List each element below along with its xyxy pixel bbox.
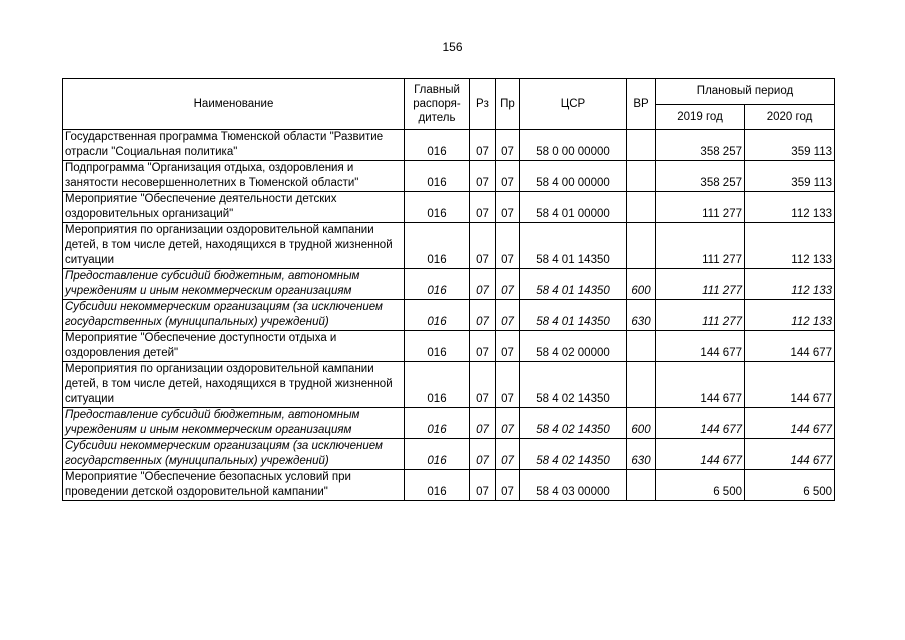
cell-name: Предоставление субсидий бюджетным, автономным учреждениям и иным некоммерческим организациям [63,269,405,300]
cell-glav: 016 [405,223,470,269]
cell-y2020: 144 677 [745,331,835,362]
header-plan: Плановый период [656,79,835,105]
cell-vr [627,192,656,223]
header-2019: 2019 год [656,104,745,130]
cell-csr: 58 4 01 14350 [520,223,627,269]
table-row [63,331,835,362]
cell-csr: 58 4 00 00000 [520,161,627,192]
cell-vr [627,331,656,362]
cell-rz: 07 [470,470,496,501]
cell-glav: 016 [405,331,470,362]
cell-y2020: 359 113 [745,130,835,161]
table-row [63,223,835,269]
cell-vr: 600 [627,269,656,300]
table-body [63,130,835,501]
header-glav [405,79,470,130]
cell-y2020: 112 133 [745,269,835,300]
cell-rz: 07 [470,192,496,223]
cell-rz: 07 [470,300,496,331]
cell-rz: 07 [470,362,496,408]
table-row [63,362,835,408]
cell-y2019: 144 677 [656,362,745,408]
cell-vr [627,130,656,161]
cell-y2019: 144 677 [656,439,745,470]
header-pr: Пр [496,79,520,130]
cell-y2020: 112 133 [745,223,835,269]
table-row [63,470,835,501]
cell-pr: 07 [496,161,520,192]
cell-csr: 58 4 02 14350 [520,439,627,470]
cell-glav: 016 [405,269,470,300]
header-name: Наименование [63,79,405,130]
cell-y2019: 111 277 [656,192,745,223]
cell-name: Государственная программа Тюменской области "Развитие отрасли "Социальная политика" [63,130,405,161]
cell-csr: 58 4 02 00000 [520,331,627,362]
cell-name: Мероприятия по организации оздоровительной кампании детей, в том числе детей, находящихся в трудной жизненной ситуации [63,223,405,269]
page-number: 156 [442,40,463,54]
table-row [63,439,835,470]
cell-pr: 07 [496,269,520,300]
cell-y2020: 359 113 [745,161,835,192]
cell-rz: 07 [470,269,496,300]
cell-pr: 07 [496,331,520,362]
cell-pr: 07 [496,300,520,331]
cell-name: Мероприятие "Обеспечение безопасных условий при проведении детской оздоровительной кампании" [63,470,405,501]
cell-csr: 58 4 02 14350 [520,408,627,439]
cell-name: Субсидии некоммерческим организациям (за исключением государственных (муниципальных) учреждений) [63,300,405,331]
cell-csr: 58 4 02 14350 [520,362,627,408]
cell-pr: 07 [496,223,520,269]
cell-y2019: 358 257 [656,130,745,161]
cell-y2019: 144 677 [656,408,745,439]
cell-glav: 016 [405,192,470,223]
cell-vr [627,161,656,192]
cell-y2019: 111 277 [656,300,745,331]
cell-vr [627,223,656,269]
cell-pr: 07 [496,192,520,223]
cell-csr: 58 4 01 14350 [520,300,627,331]
cell-name: Субсидии некоммерческим организациям (за исключением государственных (муниципальных) учреждений) [63,439,405,470]
cell-y2020: 144 677 [745,408,835,439]
cell-vr [627,470,656,501]
cell-glav: 016 [405,300,470,331]
cell-y2019: 144 677 [656,331,745,362]
header-glav-line3: дитель [418,112,456,124]
header-glav-line1: Главный [414,84,460,96]
cell-vr [627,362,656,408]
cell-y2020: 112 133 [745,300,835,331]
cell-pr: 07 [496,470,520,501]
cell-y2020: 144 677 [745,362,835,408]
budget-table [62,78,835,501]
cell-glav: 016 [405,470,470,501]
cell-rz: 07 [470,223,496,269]
cell-csr: 58 0 00 00000 [520,130,627,161]
cell-csr: 58 4 01 14350 [520,269,627,300]
table-row [63,300,835,331]
cell-glav: 016 [405,161,470,192]
cell-y2020: 6 500 [745,470,835,501]
cell-y2020: 112 133 [745,192,835,223]
cell-y2019: 111 277 [656,269,745,300]
cell-pr: 07 [496,362,520,408]
cell-rz: 07 [470,439,496,470]
table-row [63,192,835,223]
cell-pr: 07 [496,439,520,470]
cell-glav: 016 [405,130,470,161]
cell-name: Мероприятие "Обеспечение доступности отдыха и оздоровления детей" [63,331,405,362]
cell-y2020: 144 677 [745,439,835,470]
cell-pr: 07 [496,408,520,439]
header-csr: ЦСР [520,79,627,130]
table-row [63,161,835,192]
cell-y2019: 6 500 [656,470,745,501]
cell-vr: 600 [627,408,656,439]
cell-pr: 07 [496,130,520,161]
cell-y2019: 111 277 [656,223,745,269]
cell-csr: 58 4 03 00000 [520,470,627,501]
cell-rz: 07 [470,408,496,439]
table-row [63,408,835,439]
cell-y2019: 358 257 [656,161,745,192]
cell-glav: 016 [405,408,470,439]
header-rz: Рз [470,79,496,130]
cell-glav: 016 [405,439,470,470]
cell-name: Мероприятие "Обеспечение деятельности детских оздоровительных организаций" [63,192,405,223]
cell-rz: 07 [470,161,496,192]
cell-vr: 630 [627,439,656,470]
cell-glav: 016 [405,362,470,408]
cell-name: Подпрограмма "Организация отдыха, оздоровления и занятости несовершеннолетних в Тюменской области" [63,161,405,192]
cell-name: Мероприятия по организации оздоровительной кампании детей, в том числе детей, находящихся в трудной жизненной ситуации [63,362,405,408]
cell-vr: 630 [627,300,656,331]
header-glav-line2: распоря- [413,98,461,110]
cell-csr: 58 4 01 00000 [520,192,627,223]
header-2020: 2020 год [745,104,835,130]
table-row [63,130,835,161]
cell-name: Предоставление субсидий бюджетным, автономным учреждениям и иным некоммерческим организациям [63,408,405,439]
cell-rz: 07 [470,331,496,362]
header-vr: ВР [627,79,656,130]
cell-rz: 07 [470,130,496,161]
table-row [63,269,835,300]
